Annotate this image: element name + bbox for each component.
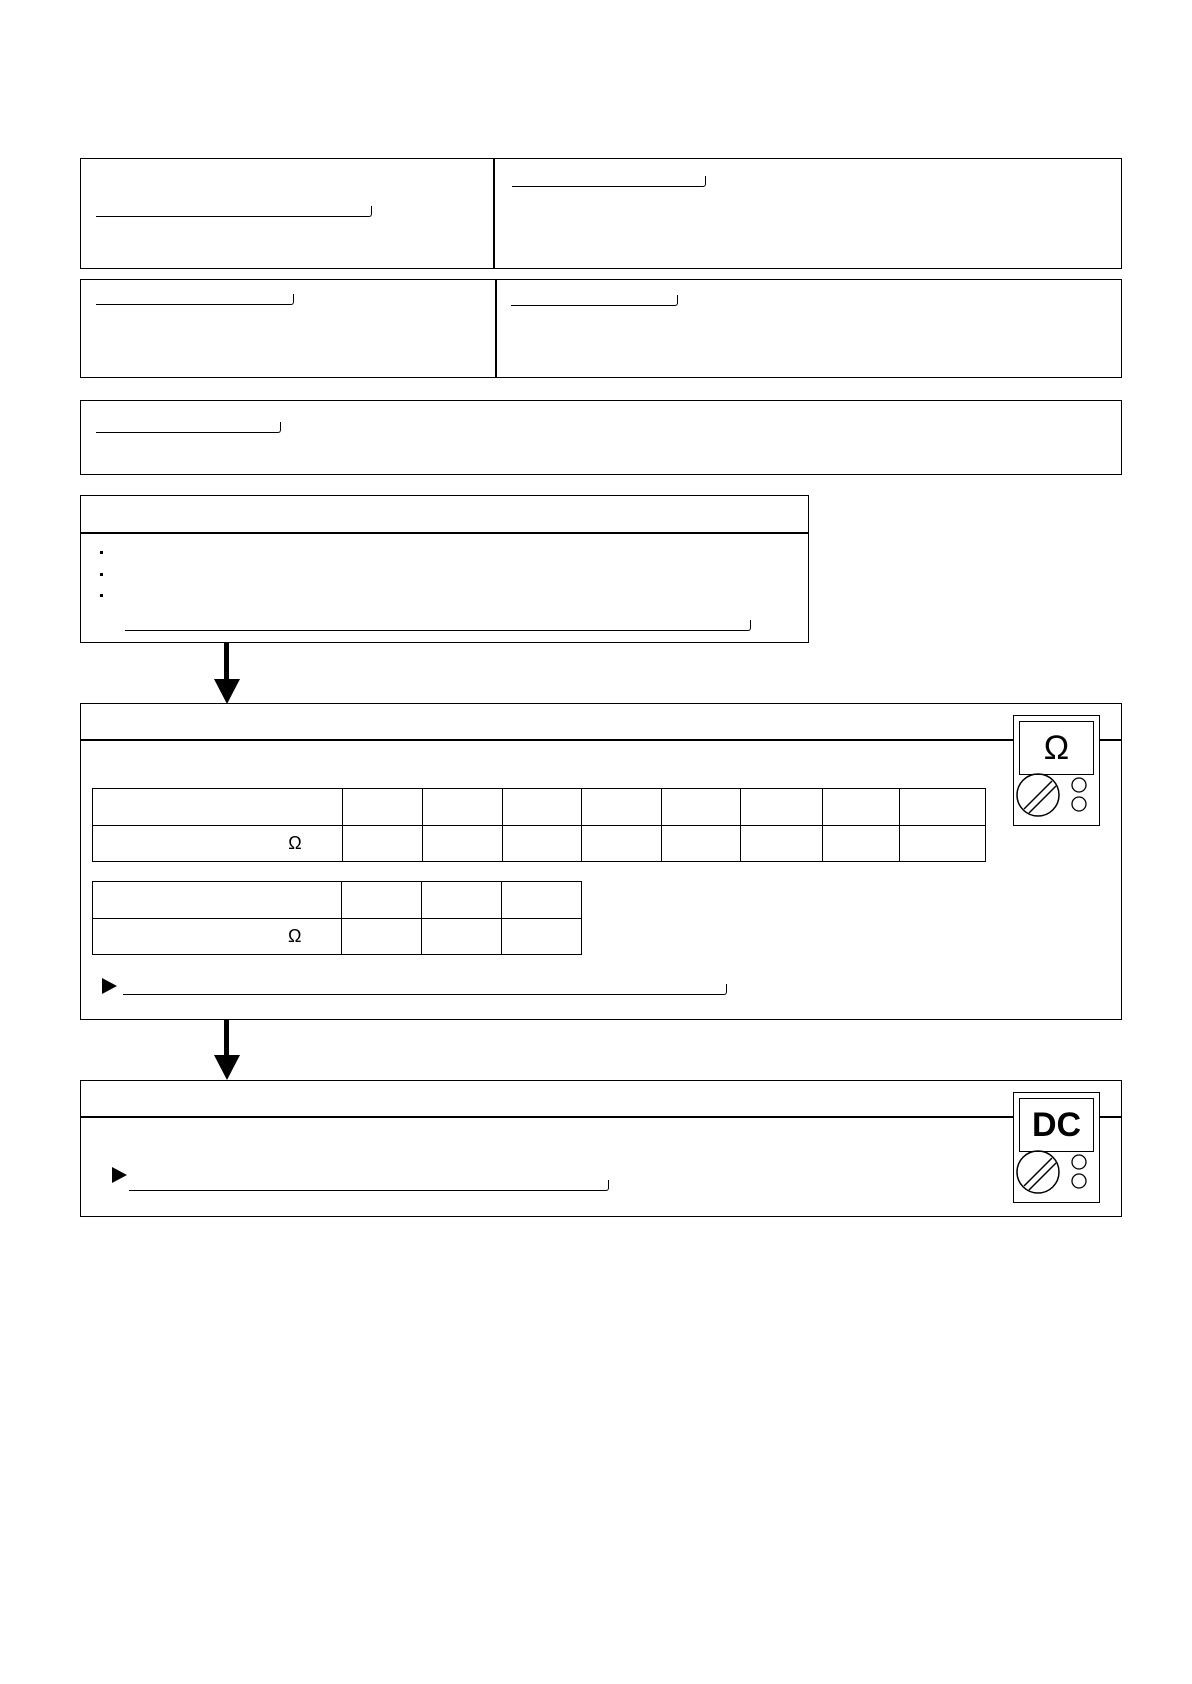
ohmmeter-icon: [1013, 715, 1100, 826]
ohmmeter-dial-icon: [1014, 771, 1101, 825]
step-2-header-rule: [80, 739, 1122, 741]
play-triangle-icon: [112, 1167, 127, 1183]
table-cell: [342, 919, 422, 955]
table-cell: [900, 826, 986, 862]
info-row-2-divider: [495, 279, 497, 378]
unit-ohm-symbol: Ω: [288, 926, 302, 946]
table-cell: [582, 789, 662, 826]
step-1-result-line: [125, 620, 751, 631]
table-cell: [823, 826, 900, 862]
voltmeter-dial-icon: [1014, 1148, 1101, 1202]
table-cell: [342, 826, 422, 862]
arrow-down-icon: [224, 643, 229, 681]
table-cell: [422, 826, 502, 862]
table-cell: [662, 789, 741, 826]
table-cell: [900, 789, 986, 826]
dc-voltmeter-icon: [1013, 1092, 1100, 1203]
ohmmeter-display: [1019, 721, 1094, 775]
table-row: [93, 882, 582, 919]
table-cell: [502, 919, 582, 955]
resistance-table-2: [92, 881, 582, 955]
table-cell: [93, 882, 342, 919]
info-row-1-divider: [493, 158, 495, 269]
table-cell: [662, 826, 741, 862]
info-field-5-line: [96, 422, 281, 433]
resistance-table-1: [92, 788, 986, 862]
table-cell: [93, 789, 343, 826]
info-field-2-line: [512, 176, 706, 187]
info-row-3: [80, 400, 1122, 475]
table-row: [93, 919, 582, 955]
table-cell: [422, 919, 502, 955]
voltmeter-display: [1019, 1098, 1094, 1152]
info-field-1-line: [96, 206, 372, 217]
step-2-result-line: [123, 984, 727, 995]
bullet-1: [100, 551, 103, 554]
step-3-header-rule: [80, 1116, 1122, 1118]
table-cell: [342, 882, 422, 919]
table-cell: [93, 826, 343, 862]
table-cell: [422, 882, 502, 919]
step-3-box: [80, 1080, 1122, 1217]
ohm-symbol: Ω: [1043, 728, 1070, 767]
unit-ohm-symbol: Ω: [288, 833, 302, 853]
dc-label: DC: [1031, 1105, 1082, 1144]
table-cell: [823, 789, 900, 826]
play-triangle-icon: [102, 978, 117, 994]
table-cell: [741, 789, 823, 826]
info-field-3-line: [96, 294, 294, 305]
step-1-header-rule: [80, 532, 809, 534]
table-cell: [502, 882, 582, 919]
arrow-down-icon: [224, 1020, 229, 1058]
arrow-down-icon-head: [214, 679, 240, 704]
table-cell: [502, 826, 582, 862]
table-cell: [502, 789, 582, 826]
table-cell: [342, 789, 422, 826]
table-cell: [741, 826, 823, 862]
table-row: [93, 789, 986, 826]
arrow-down-icon-head: [214, 1055, 240, 1080]
table-cell: [582, 826, 662, 862]
info-field-4-line: [511, 295, 678, 306]
bullet-3: [100, 594, 103, 597]
bullet-2: [100, 573, 103, 576]
table-cell: [422, 789, 502, 826]
table-cell: [93, 919, 342, 955]
table-row: [93, 826, 986, 862]
step-3-result-line: [129, 1180, 609, 1191]
